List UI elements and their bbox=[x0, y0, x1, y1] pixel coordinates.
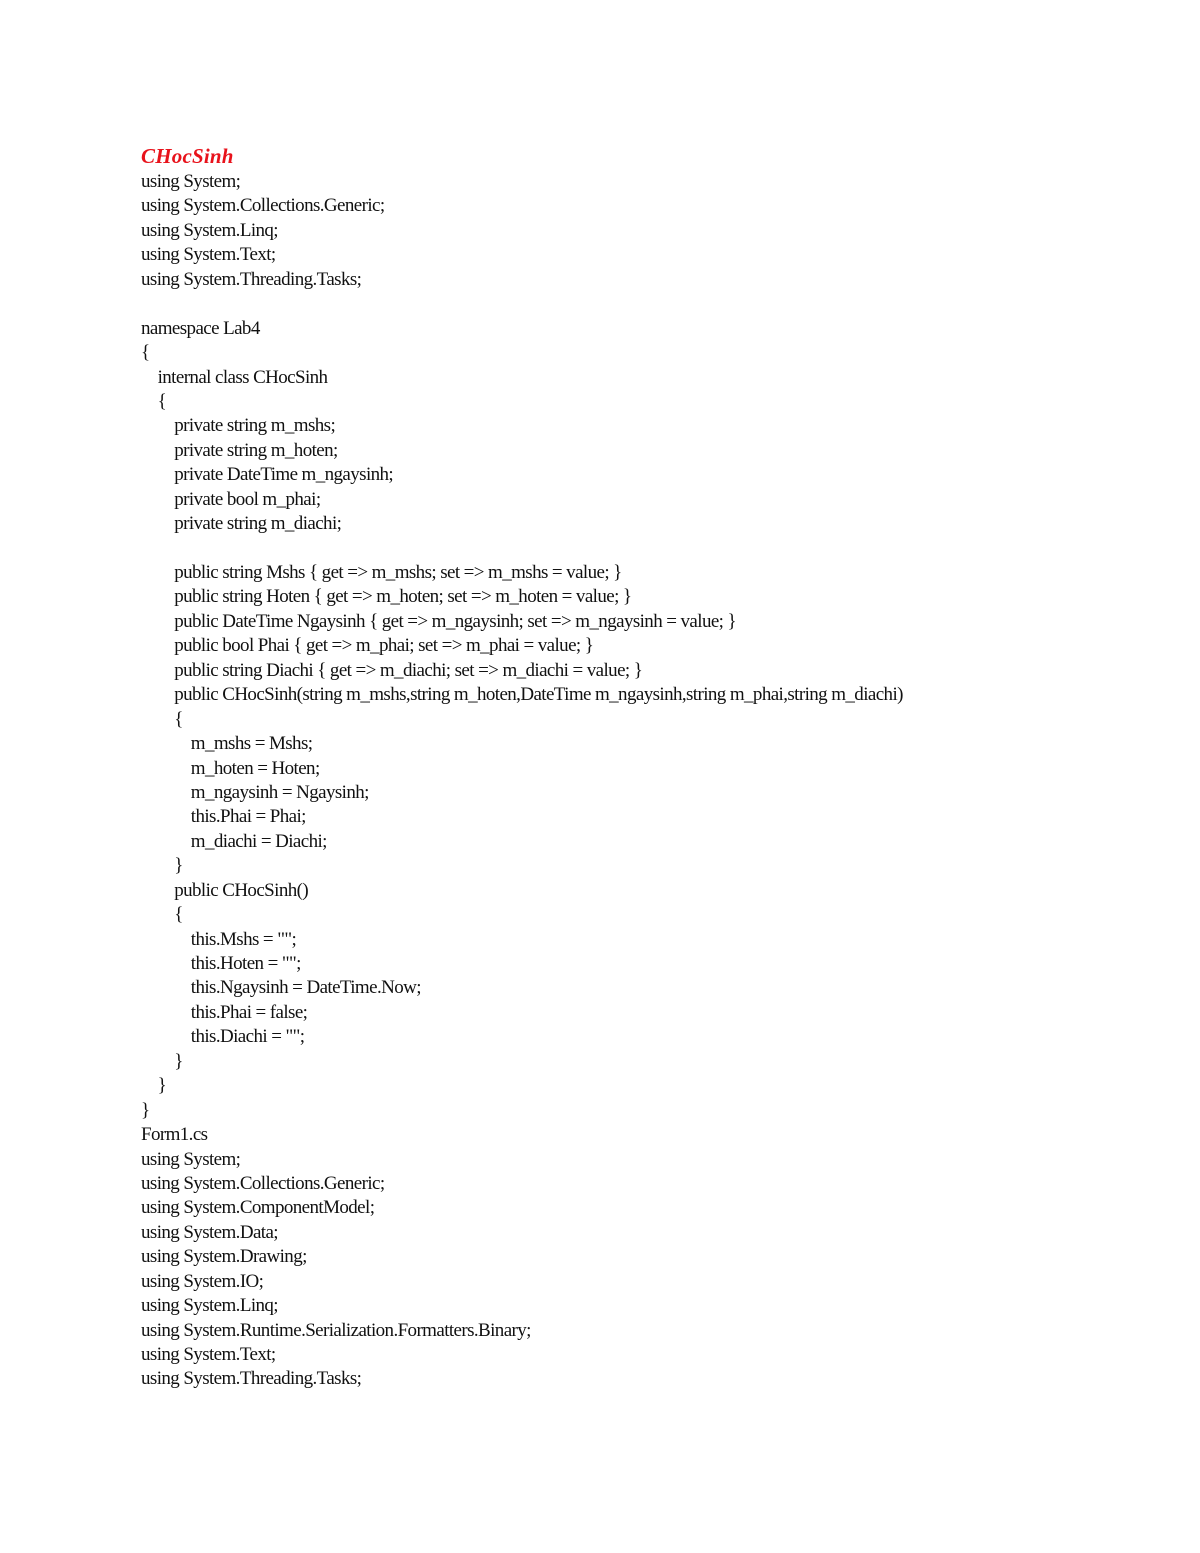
code-line: using System; bbox=[141, 171, 241, 192]
code-listing bbox=[141, 170, 1101, 1392]
code-line bbox=[141, 537, 1101, 561]
code-line: namespace Lab4 bbox=[141, 317, 260, 339]
code-line: { bbox=[141, 342, 150, 364]
section-heading: CHocSinh bbox=[141, 144, 234, 168]
code-line: private string m_hoten; bbox=[141, 439, 338, 461]
code-line: this.Hoten = ""; bbox=[141, 953, 301, 974]
document-content bbox=[141, 142, 1101, 1392]
code-line: this.Diachi = ""; bbox=[141, 1026, 305, 1048]
code-line: private bool m_phai; bbox=[141, 488, 321, 510]
code-line: } bbox=[141, 1050, 183, 1072]
code-line: public bool Phai { get => m_phai; set => m_phai = value; } bbox=[141, 635, 594, 657]
code-line: { bbox=[141, 904, 183, 926]
code-line: using System.Linq; bbox=[141, 219, 278, 241]
code-line: using System.Threading.Tasks; bbox=[141, 1368, 362, 1390]
code-line: public CHocSinh(string m_mshs,string m_hoten,DateTime m_ngaysinh,string m_phai,string m_diachi) bbox=[141, 684, 903, 706]
code-line: using System.Threading.Tasks; bbox=[141, 268, 362, 290]
code-line: public DateTime Ngaysinh { get => m_ngaysinh; set => m_ngaysinh = value; } bbox=[141, 610, 737, 632]
code-line: public CHocSinh() bbox=[141, 879, 309, 901]
code-line: public string Hoten { get => m_hoten; set => m_hoten = value; } bbox=[141, 586, 632, 608]
code-line: using System.Linq; bbox=[141, 1295, 278, 1317]
code-line: private string m_diachi; bbox=[141, 513, 342, 535]
code-line: using System.Text; bbox=[141, 1344, 276, 1365]
code-line: using System.Data; bbox=[141, 1221, 278, 1243]
code-line: using System.Collections.Generic; bbox=[141, 1172, 385, 1194]
code-line: internal class CHocSinh bbox=[141, 366, 328, 388]
code-line: Form1.cs bbox=[141, 1124, 208, 1146]
code-line: using System.ComponentModel; bbox=[141, 1197, 375, 1219]
code-line: m_mshs = Mshs; bbox=[141, 733, 313, 755]
code-line: private string m_mshs; bbox=[141, 415, 336, 437]
code-line: public string Diachi { get => m_diachi; set => m_diachi = value; } bbox=[141, 659, 643, 681]
code-line: this.Phai = false; bbox=[141, 1001, 308, 1023]
code-line: public string Mshs { get => m_mshs; set => m_mshs = value; } bbox=[141, 562, 622, 583]
code-line: m_ngaysinh = Ngaysinh; bbox=[141, 781, 369, 803]
code-line: using System.Drawing; bbox=[141, 1246, 307, 1268]
code-line: using System.Text; bbox=[141, 244, 276, 266]
code-line bbox=[141, 292, 1101, 316]
code-line: private DateTime m_ngaysinh; bbox=[141, 464, 394, 486]
code-line: m_hoten = Hoten; bbox=[141, 757, 320, 779]
code-line: m_diachi = Diachi; bbox=[141, 830, 327, 852]
code-line: using System.IO; bbox=[141, 1270, 264, 1292]
code-line: { bbox=[141, 708, 183, 730]
code-line: } bbox=[141, 855, 183, 877]
code-line: } bbox=[141, 1075, 167, 1097]
code-line: this.Mshs = ""; bbox=[141, 928, 297, 950]
code-line: using System.Collections.Generic; bbox=[141, 195, 385, 217]
code-line: this.Phai = Phai; bbox=[141, 806, 306, 828]
code-line: using System; bbox=[141, 1148, 241, 1170]
code-line: using System.Runtime.Serialization.Formatters.Binary; bbox=[141, 1319, 531, 1341]
code-line: { bbox=[141, 390, 167, 412]
code-line: } bbox=[141, 1099, 150, 1121]
code-line: this.Ngaysinh = DateTime.Now; bbox=[141, 977, 421, 999]
